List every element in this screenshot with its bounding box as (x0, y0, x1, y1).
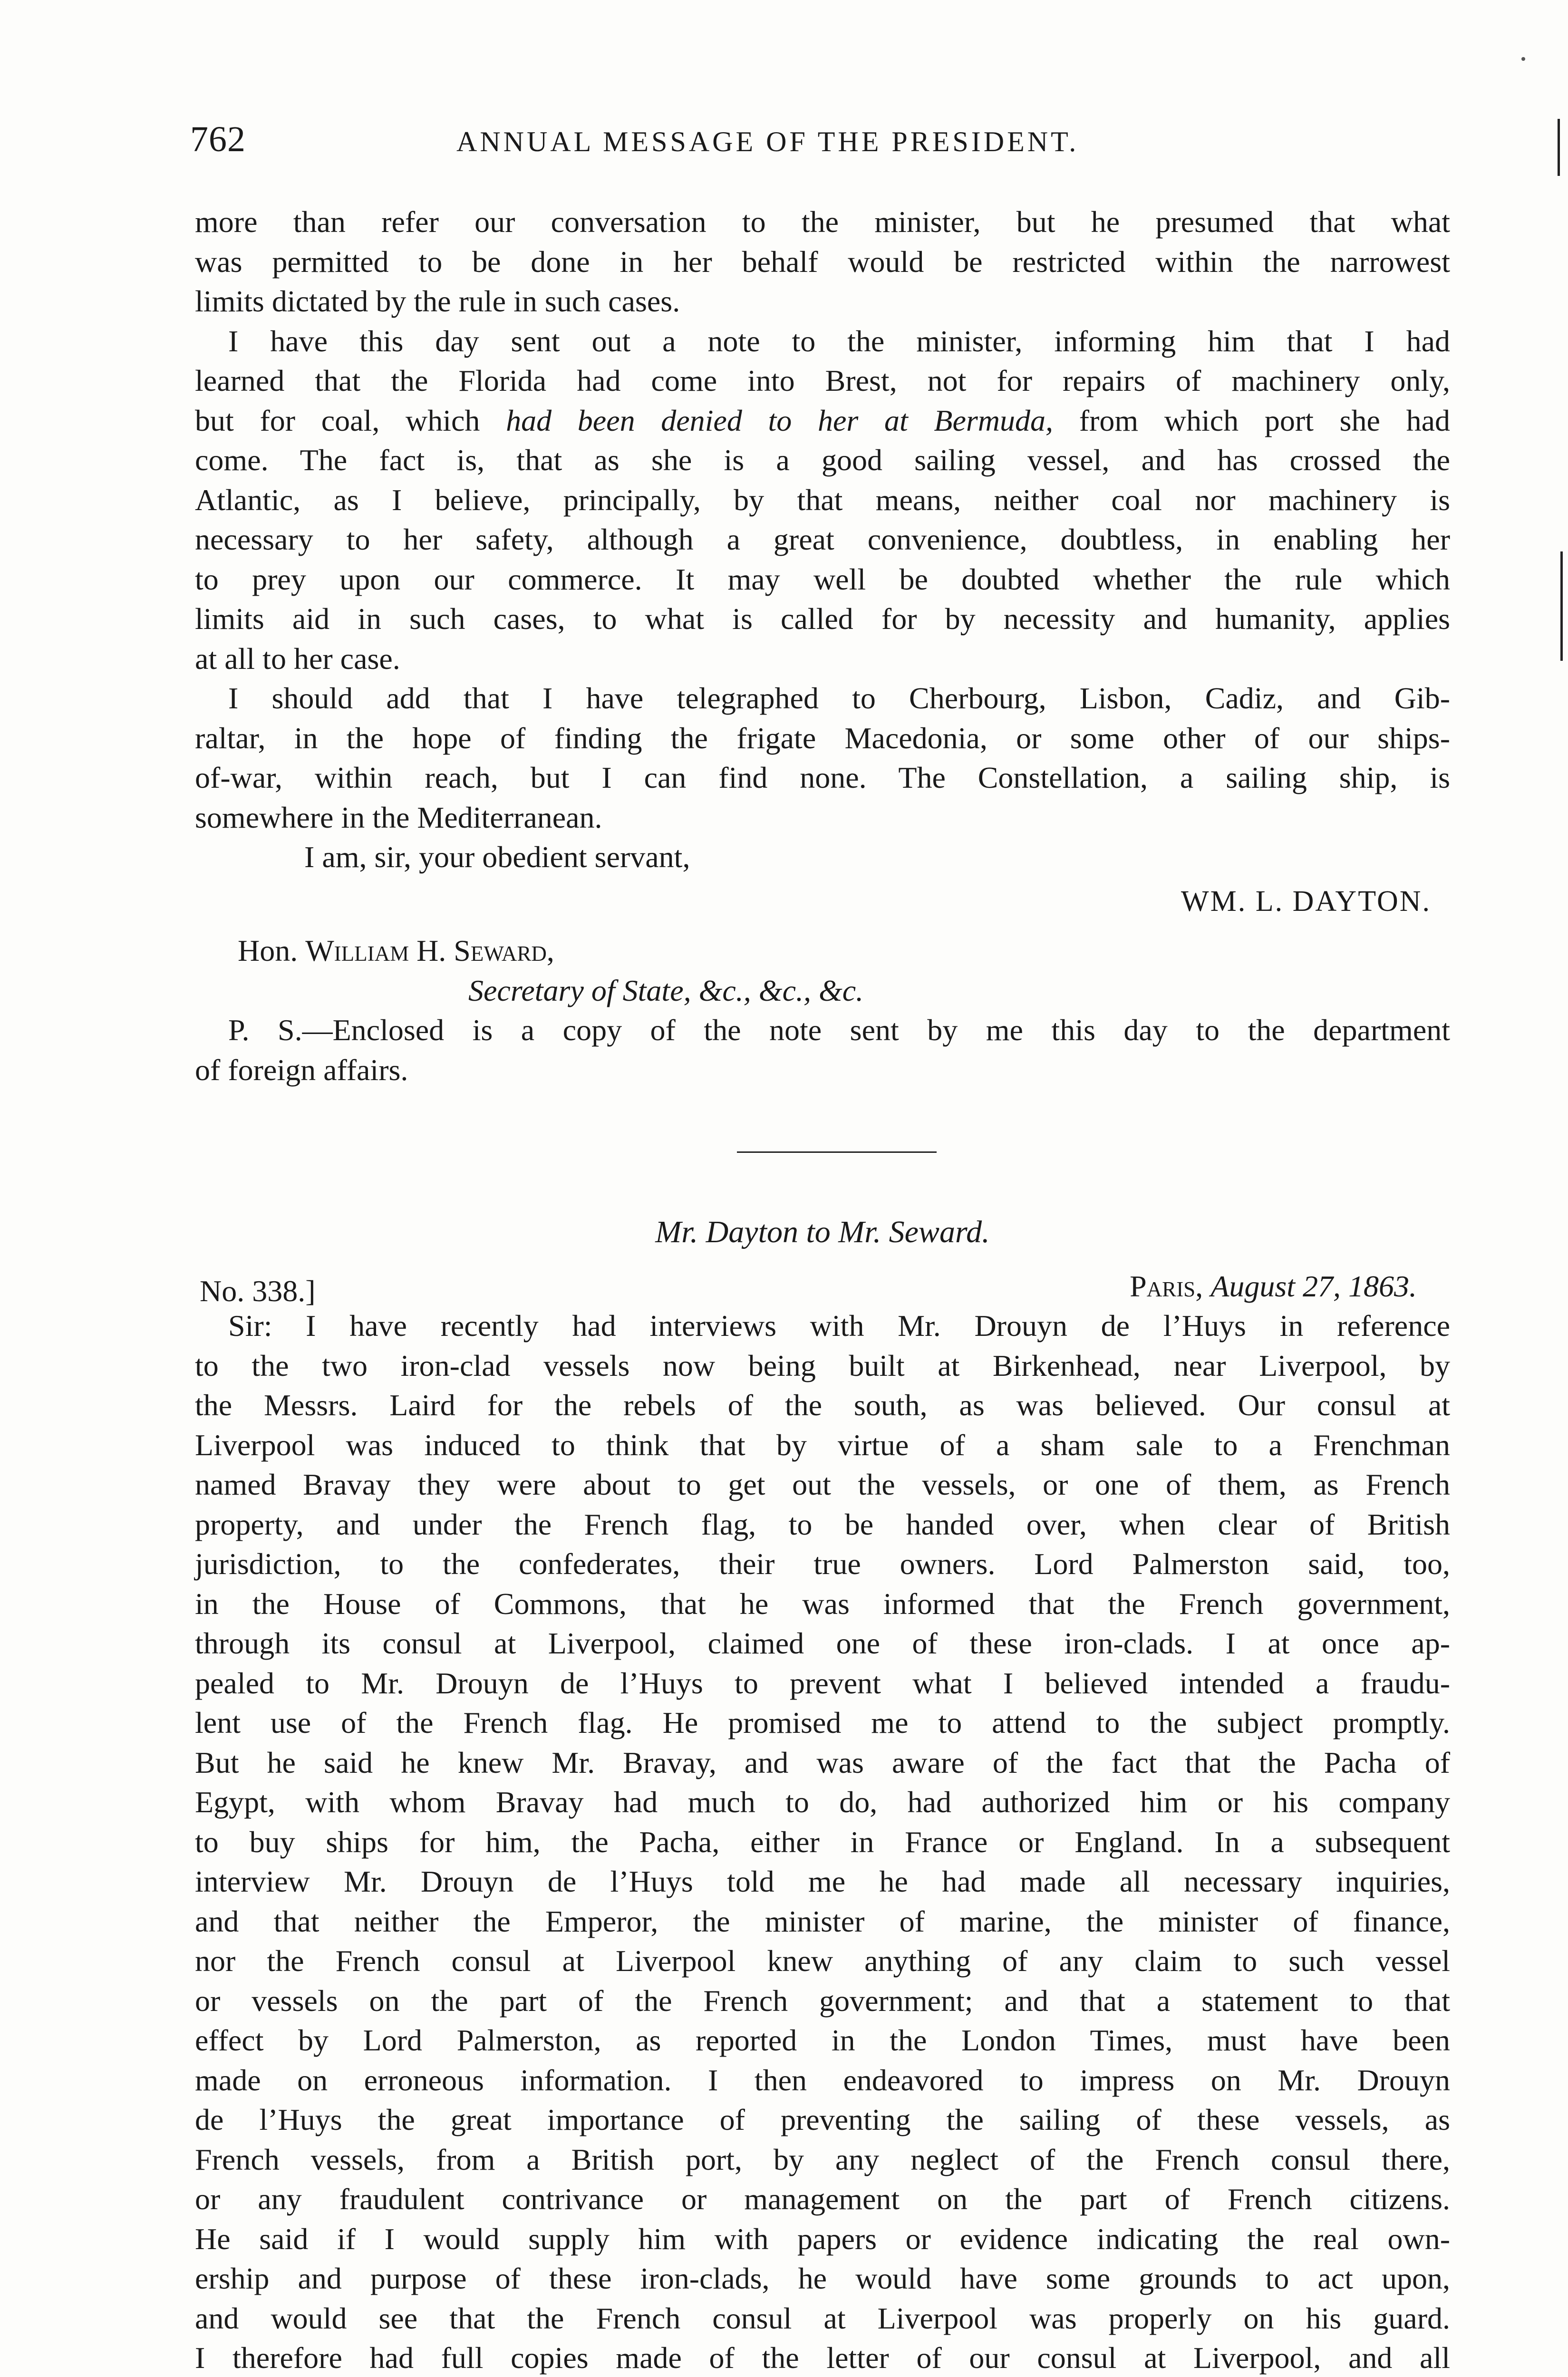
page-number: 762 (190, 119, 246, 159)
text-line: and would see that the French consul at Liverpool was properly on his guard. (195, 2301, 1450, 2335)
text-line: to prey upon our commerce. It may well be doubted whether the rule which (195, 562, 1450, 596)
text-line: through its consul at Liverpool, claimed one of these iron-clads. I at once ap- (195, 1626, 1450, 1660)
text-line: in the House of Commons, that he was informed that the French government, (195, 1586, 1450, 1621)
text-line (195, 401, 1450, 441)
text-line: raltar, in the hope of finding the frigate Macedonia, or some other of our ships- (195, 721, 1450, 755)
signature: WM. L. DAYTON. (1181, 885, 1431, 918)
text-line: limits aid in such cases, to what is called for by necessity and humanity, applies (195, 602, 1450, 636)
text-line: Atlantic, as I believe, principally, by that means, neither coal nor machinery is (195, 483, 1450, 517)
text-line: French vessels, from a British port, by any neglect of the French consul there, (195, 2142, 1450, 2176)
page-header (190, 119, 1450, 171)
scan-speck (1521, 57, 1525, 61)
paragraph-letter-body (195, 1306, 1450, 2377)
page-body (195, 202, 1450, 2377)
postscript (195, 1010, 1450, 1090)
dateline-row (195, 1266, 1450, 1306)
text-line: effect by Lord Palmerston, as reported in the London Times, must have been (195, 2023, 1450, 2057)
running-head: ANNUAL MESSAGE OF THE PRESIDENT. (456, 126, 1079, 157)
text-line: was permitted to be done in her behalf would be restricted within the narrowest (195, 244, 1450, 279)
text-line: or any fraudulent contrivance or management on the part of French citizens. (195, 2182, 1450, 2216)
right-margin-rule-mid (1560, 551, 1563, 661)
closing-salutation: I am, sir, your obedient servant, (304, 840, 690, 874)
text-line: more than refer our conversation to the minister, but he presumed that what (195, 205, 1450, 239)
addressee-name: William H. Seward, (305, 934, 554, 967)
text-line: I have this day sent out a note to the minister, informing him that I had (228, 324, 1450, 358)
text-line: come. The fact is, that as she is a good sailing vessel, and has crossed the (195, 443, 1450, 477)
section-divider (737, 1151, 937, 1153)
text-line: lent use of the French flag. He promised me to attend to the subject promptly. (195, 1706, 1450, 1739)
paragraph-telegraph (195, 678, 1450, 837)
text-line: somewhere in the Mediterranean. (195, 800, 602, 834)
text-line: of-war, within reach, but I can find none. The Constellation, a sailing ship, is (195, 761, 1450, 794)
text-line: at all to her case. (195, 641, 400, 676)
dateline (1130, 1266, 1417, 1306)
text-line: But he said he knew Mr. Bravay, and was aware of the fact that the Pacha of (195, 1745, 1450, 1779)
text-line: to buy ships for him, the Pacha, either in France or England. In a subsequent (195, 1825, 1450, 1859)
text-span: but for coal, which (195, 403, 506, 437)
text-line: nor the French consul at Liverpool knew anything of any claim to such vessel (195, 1944, 1450, 1978)
text-line: P. S.—Enclosed is a copy of the note sent by me this day to the department (228, 1013, 1450, 1047)
text-line: ership and purpose of these iron-clads, he would have some grounds to act upon, (195, 2261, 1450, 2295)
text-line: I should add that I have telegraphed to Cherbourg, Lisbon, Cadiz, and Gib- (228, 681, 1450, 715)
signature-row (195, 877, 1450, 917)
letter-number: No. 338.] (200, 1274, 316, 1308)
text-line: to the two iron-clad vessels now being built at Birkenhead, near Liverpool, by (195, 1348, 1450, 1382)
addressee-block (195, 931, 1450, 1010)
text-line: Liverpool was induced to think that by virtue of a sham sale to a Frenchman (195, 1428, 1450, 1462)
text-line: Sir: I have recently had interviews with Mr. Drouyn de l’Huys in reference (228, 1309, 1450, 1343)
addressee-name-line (238, 931, 1450, 971)
paragraph-continuation (195, 202, 1450, 321)
dateline-date: August 27, 1863. (1210, 1269, 1417, 1303)
text-line: of foreign affairs. (195, 1053, 408, 1087)
text-line: learned that the Florida had come into Brest, not for repairs of machinery only, (195, 364, 1450, 397)
text-line: pealed to Mr. Drouyn de l’Huys to prevent what I believed intended a fraudu- (195, 1666, 1450, 1700)
text-line: or vessels on the part of the French government; and that a statement to that (195, 1983, 1450, 2018)
letter-title: Mr. Dayton to Mr. Seward. (655, 1215, 990, 1249)
addressee-prefix: Hon. (238, 934, 306, 967)
text-line: interview Mr. Drouyn de l’Huys told me he had made all necessary inquiries, (195, 1865, 1450, 1898)
paragraph-florida (195, 321, 1450, 679)
italic-phrase: had been denied to her at Bermuda, (506, 403, 1054, 437)
text-line: made on erroneous information. I then endeavored to impress on Mr. Drouyn (195, 2063, 1450, 2097)
right-margin-rule-top (1558, 119, 1560, 176)
text-line: named Bravay they were about to get out the vessels, or one of them, as French (195, 1468, 1450, 1501)
text-line: I therefore had full copies made of the letter of our consul at Liverpool, and all (195, 2341, 1450, 2375)
text-line: Egypt, with whom Bravay had much to do, had authorized him or his company (195, 1785, 1450, 1819)
addressee-title: Secretary of State, &c., &c., &c. (468, 973, 864, 1007)
text-line: necessary to her safety, although a great convenience, doubtless, in enabling her (195, 522, 1450, 556)
text-line: de l’Huys the great importance of preventing the sailing of these vessels, as (195, 2103, 1450, 2136)
text-line: limits dictated by the rule in such cases. (195, 284, 680, 318)
dateline-place: Paris, (1130, 1269, 1211, 1303)
text-line: jurisdiction, to the confederates, their true owners. Lord Palmerston said, too, (195, 1547, 1450, 1581)
text-line: and that neither the Emperor, the minister of marine, the minister of finance, (195, 1904, 1450, 1938)
text-line: the Messrs. Laird for the rebels of the south, as was believed. Our consul at (195, 1388, 1450, 1422)
text-line: property, and under the French flag, to be handed over, when clear of British (195, 1507, 1450, 1541)
text-line: He said if I would supply him with papers or evidence indicating the real own- (195, 2222, 1450, 2256)
text-span: from which port she had (1053, 403, 1451, 437)
